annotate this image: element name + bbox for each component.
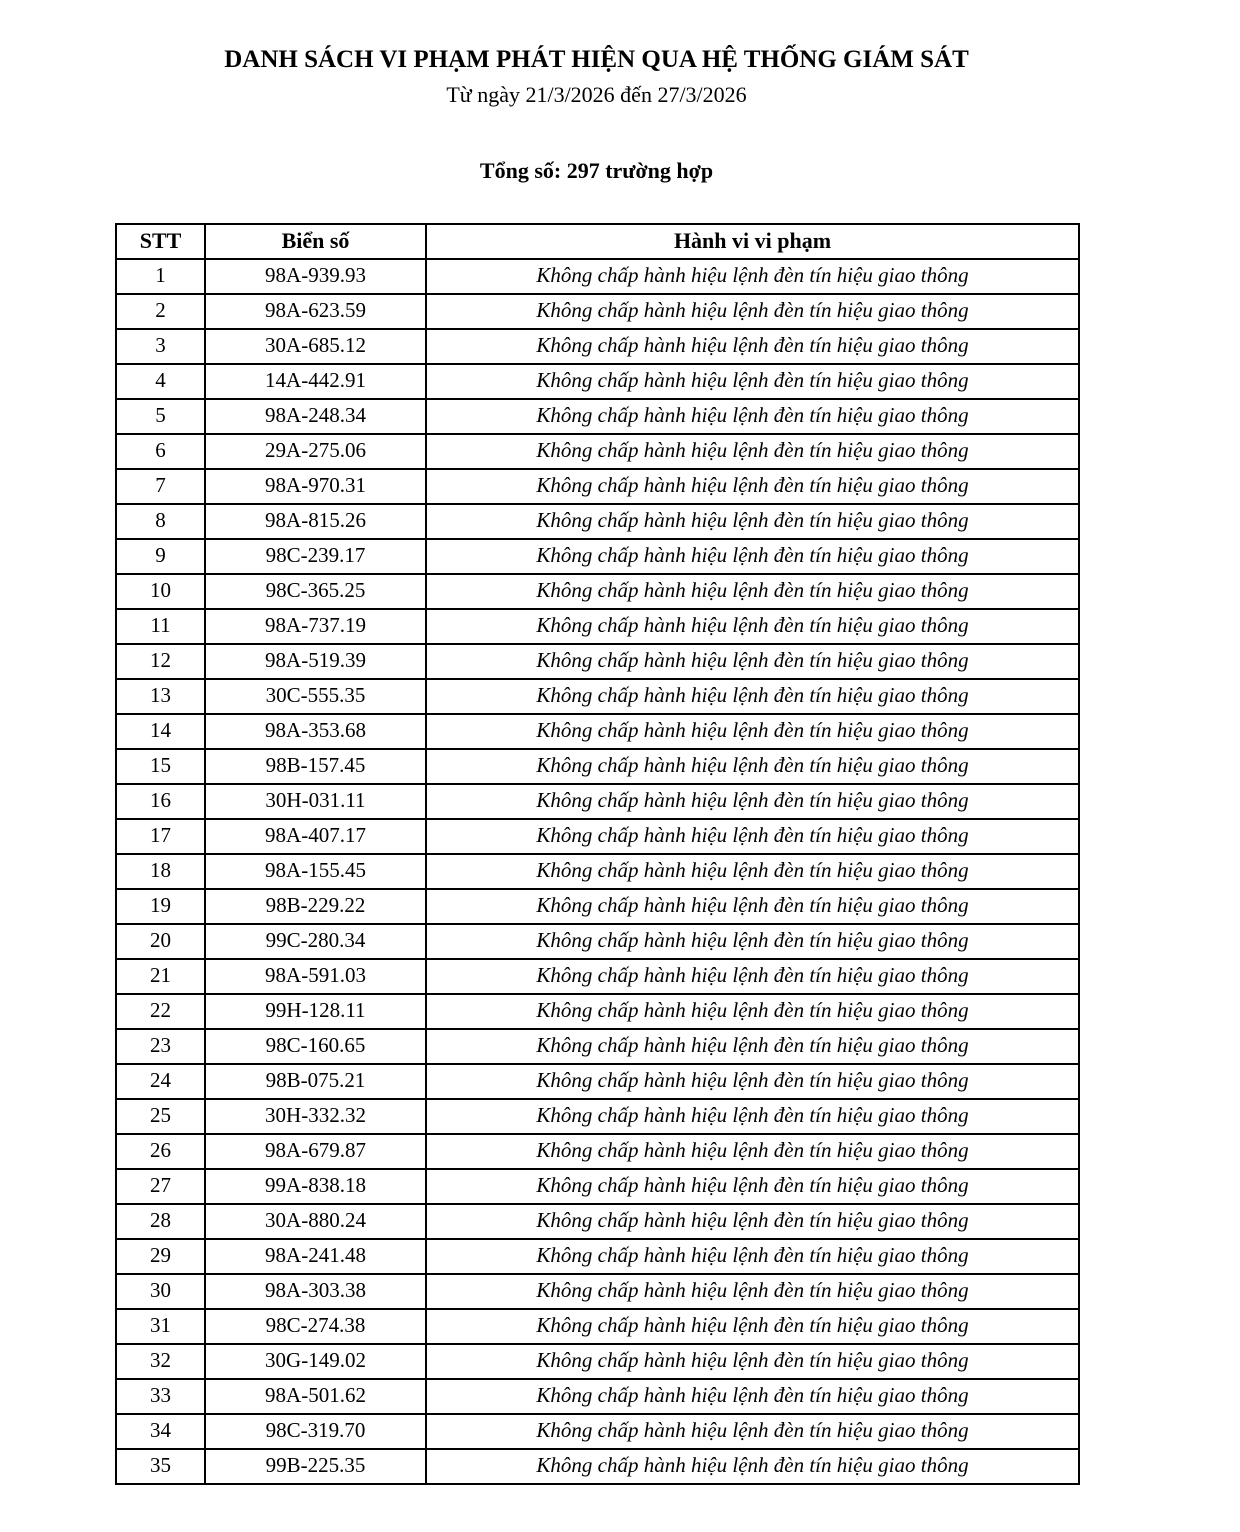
table-row xyxy=(116,1344,1079,1379)
plate-cell: 14A-442.91 xyxy=(205,364,426,399)
row-index-cell: 17 xyxy=(116,819,205,854)
plate-cell: 29A-275.06 xyxy=(205,434,426,469)
violation-cell: Không chấp hành hiệu lệnh đèn tín hiệu giao thông xyxy=(426,819,1079,854)
table-row xyxy=(116,1204,1079,1239)
row-index-cell: 27 xyxy=(116,1169,205,1204)
table-row xyxy=(116,889,1079,924)
violation-cell: Không chấp hành hiệu lệnh đèn tín hiệu giao thông xyxy=(426,854,1079,889)
row-index-cell: 32 xyxy=(116,1344,205,1379)
plate-cell: 98A-248.34 xyxy=(205,399,426,434)
violation-cell: Không chấp hành hiệu lệnh đèn tín hiệu giao thông xyxy=(426,1064,1079,1099)
column-header-plate: Biển số xyxy=(205,224,426,259)
violation-cell: Không chấp hành hiệu lệnh đèn tín hiệu giao thông xyxy=(426,714,1079,749)
row-index-cell: 35 xyxy=(116,1449,205,1484)
table-row xyxy=(116,1029,1079,1064)
violation-cell: Không chấp hành hiệu lệnh đèn tín hiệu giao thông xyxy=(426,679,1079,714)
row-index-cell: 14 xyxy=(116,714,205,749)
row-index-cell: 21 xyxy=(116,959,205,994)
violation-cell: Không chấp hành hiệu lệnh đèn tín hiệu giao thông xyxy=(426,1134,1079,1169)
violation-cell: Không chấp hành hiệu lệnh đèn tín hiệu giao thông xyxy=(426,644,1079,679)
plate-cell: 98C-160.65 xyxy=(205,1029,426,1064)
table-row xyxy=(116,994,1079,1029)
violation-cell: Không chấp hành hiệu lệnh đèn tín hiệu giao thông xyxy=(426,1309,1079,1344)
plate-cell: 98A-241.48 xyxy=(205,1239,426,1274)
plate-cell: 98A-501.62 xyxy=(205,1379,426,1414)
table-row xyxy=(116,1239,1079,1274)
violation-cell: Không chấp hành hiệu lệnh đèn tín hiệu giao thông xyxy=(426,1414,1079,1449)
plate-cell: 99H-128.11 xyxy=(205,994,426,1029)
row-index-cell: 2 xyxy=(116,294,205,329)
violation-cell: Không chấp hành hiệu lệnh đèn tín hiệu giao thông xyxy=(426,889,1079,924)
row-index-cell: 34 xyxy=(116,1414,205,1449)
violation-cell: Không chấp hành hiệu lệnh đèn tín hiệu giao thông xyxy=(426,1344,1079,1379)
table-row xyxy=(116,679,1079,714)
violation-cell: Không chấp hành hiệu lệnh đèn tín hiệu giao thông xyxy=(426,784,1079,819)
violation-cell: Không chấp hành hiệu lệnh đèn tín hiệu giao thông xyxy=(426,1379,1079,1414)
plate-cell: 98A-303.38 xyxy=(205,1274,426,1309)
row-index-cell: 28 xyxy=(116,1204,205,1239)
violation-cell: Không chấp hành hiệu lệnh đèn tín hiệu giao thông xyxy=(426,364,1079,399)
violation-cell: Không chấp hành hiệu lệnh đèn tín hiệu giao thông xyxy=(426,539,1079,574)
violation-cell: Không chấp hành hiệu lệnh đèn tín hiệu giao thông xyxy=(426,1029,1079,1064)
header-row xyxy=(116,224,1079,259)
row-index-cell: 10 xyxy=(116,574,205,609)
violation-cell: Không chấp hành hiệu lệnh đèn tín hiệu giao thông xyxy=(426,1169,1079,1204)
page-title: DANH SÁCH VI PHẠM PHÁT HIỆN QUA HỆ THỐNG GIÁM SÁT xyxy=(224,46,969,73)
table-row xyxy=(116,1134,1079,1169)
violation-cell: Không chấp hành hiệu lệnh đèn tín hiệu giao thông xyxy=(426,1099,1079,1134)
plate-cell: 98A-519.39 xyxy=(205,644,426,679)
row-index-cell: 26 xyxy=(116,1134,205,1169)
table-row xyxy=(116,854,1079,889)
violation-cell: Không chấp hành hiệu lệnh đèn tín hiệu giao thông xyxy=(426,749,1079,784)
table-row xyxy=(116,504,1079,539)
table-row xyxy=(116,399,1079,434)
plate-cell: 98A-970.31 xyxy=(205,469,426,504)
table-row xyxy=(116,924,1079,959)
violations-table xyxy=(115,223,1080,1485)
plate-cell: 98C-365.25 xyxy=(205,574,426,609)
table-row xyxy=(116,574,1079,609)
table-row xyxy=(116,1274,1079,1309)
plate-cell: 98A-623.59 xyxy=(205,294,426,329)
plate-cell: 98C-239.17 xyxy=(205,539,426,574)
row-index-cell: 30 xyxy=(116,1274,205,1309)
violation-cell: Không chấp hành hiệu lệnh đèn tín hiệu giao thông xyxy=(426,1274,1079,1309)
table-row xyxy=(116,1064,1079,1099)
row-index-cell: 7 xyxy=(116,469,205,504)
plate-cell: 98A-155.45 xyxy=(205,854,426,889)
row-index-cell: 8 xyxy=(116,504,205,539)
violation-cell: Không chấp hành hiệu lệnh đèn tín hiệu giao thông xyxy=(426,994,1079,1029)
violation-cell: Không chấp hành hiệu lệnh đèn tín hiệu giao thông xyxy=(426,434,1079,469)
table-row xyxy=(116,1309,1079,1344)
violation-cell: Không chấp hành hiệu lệnh đèn tín hiệu giao thông xyxy=(426,504,1079,539)
table-row xyxy=(116,259,1079,294)
row-index-cell: 20 xyxy=(116,924,205,959)
row-index-cell: 24 xyxy=(116,1064,205,1099)
row-index-cell: 33 xyxy=(116,1379,205,1414)
plate-cell: 98A-353.68 xyxy=(205,714,426,749)
table-row xyxy=(116,329,1079,364)
row-index-cell: 23 xyxy=(116,1029,205,1064)
plate-cell: 99B-225.35 xyxy=(205,1449,426,1484)
plate-cell: 98A-939.93 xyxy=(205,259,426,294)
plate-cell: 98C-319.70 xyxy=(205,1414,426,1449)
violation-cell: Không chấp hành hiệu lệnh đèn tín hiệu giao thông xyxy=(426,399,1079,434)
table-row xyxy=(116,434,1079,469)
table-row xyxy=(116,1099,1079,1134)
plate-cell: 98B-157.45 xyxy=(205,749,426,784)
row-index-cell: 13 xyxy=(116,679,205,714)
table-row xyxy=(116,294,1079,329)
row-index-cell: 3 xyxy=(116,329,205,364)
plate-cell: 98A-407.17 xyxy=(205,819,426,854)
date-range: Từ ngày 21/3/2026 đến 27/3/2026 xyxy=(446,81,747,107)
table-row xyxy=(116,609,1079,644)
violations-table-header xyxy=(116,224,1079,259)
total-cases: Tổng số: 297 trường hợp xyxy=(479,158,714,184)
row-index-cell: 12 xyxy=(116,644,205,679)
violation-cell: Không chấp hành hiệu lệnh đèn tín hiệu giao thông xyxy=(426,259,1079,294)
row-index-cell: 18 xyxy=(116,854,205,889)
row-index-cell: 9 xyxy=(116,539,205,574)
column-header-stt: STT xyxy=(116,224,205,259)
table-row xyxy=(116,1169,1079,1204)
plate-cell: 98B-229.22 xyxy=(205,889,426,924)
violation-cell: Không chấp hành hiệu lệnh đèn tín hiệu giao thông xyxy=(426,574,1079,609)
violation-cell: Không chấp hành hiệu lệnh đèn tín hiệu giao thông xyxy=(426,924,1079,959)
plate-cell: 30G-149.02 xyxy=(205,1344,426,1379)
plate-cell: 98A-737.19 xyxy=(205,609,426,644)
plate-cell: 30A-880.24 xyxy=(205,1204,426,1239)
violation-cell: Không chấp hành hiệu lệnh đèn tín hiệu giao thông xyxy=(426,1204,1079,1239)
table-row xyxy=(116,469,1079,504)
table-row xyxy=(116,1449,1079,1484)
violation-cell: Không chấp hành hiệu lệnh đèn tín hiệu giao thông xyxy=(426,1239,1079,1274)
table-row xyxy=(116,539,1079,574)
row-index-cell: 5 xyxy=(116,399,205,434)
column-header-violation: Hành vi vi phạm xyxy=(426,224,1079,259)
row-index-cell: 16 xyxy=(116,784,205,819)
row-index-cell: 19 xyxy=(116,889,205,924)
table-row xyxy=(116,1414,1079,1449)
violation-cell: Không chấp hành hiệu lệnh đèn tín hiệu giao thông xyxy=(426,609,1079,644)
plate-cell: 99C-280.34 xyxy=(205,924,426,959)
row-index-cell: 31 xyxy=(116,1309,205,1344)
table-row xyxy=(116,714,1079,749)
table-row xyxy=(116,1379,1079,1414)
row-index-cell: 6 xyxy=(116,434,205,469)
row-index-cell: 25 xyxy=(116,1099,205,1134)
plate-cell: 98C-274.38 xyxy=(205,1309,426,1344)
row-index-cell: 4 xyxy=(116,364,205,399)
row-index-cell: 1 xyxy=(116,259,205,294)
document-content xyxy=(115,0,1078,1485)
table-row xyxy=(116,364,1079,399)
violation-cell: Không chấp hành hiệu lệnh đèn tín hiệu giao thông xyxy=(426,959,1079,994)
table-row xyxy=(116,644,1079,679)
plate-cell: 30C-555.35 xyxy=(205,679,426,714)
table-row xyxy=(116,749,1079,784)
violations-table-body xyxy=(116,259,1079,1484)
violation-cell: Không chấp hành hiệu lệnh đèn tín hiệu giao thông xyxy=(426,469,1079,504)
plate-cell: 30H-031.11 xyxy=(205,784,426,819)
table-row xyxy=(116,819,1079,854)
plate-cell: 30H-332.32 xyxy=(205,1099,426,1134)
violation-cell: Không chấp hành hiệu lệnh đèn tín hiệu giao thông xyxy=(426,329,1079,364)
row-index-cell: 11 xyxy=(116,609,205,644)
plate-cell: 98A-679.87 xyxy=(205,1134,426,1169)
violation-cell: Không chấp hành hiệu lệnh đèn tín hiệu giao thông xyxy=(426,1449,1079,1484)
table-row xyxy=(116,784,1079,819)
plate-cell: 98A-591.03 xyxy=(205,959,426,994)
row-index-cell: 22 xyxy=(116,994,205,1029)
plate-cell: 30A-685.12 xyxy=(205,329,426,364)
table-row xyxy=(116,959,1079,994)
row-index-cell: 15 xyxy=(116,749,205,784)
plate-cell: 99A-838.18 xyxy=(205,1169,426,1204)
row-index-cell: 29 xyxy=(116,1239,205,1274)
plate-cell: 98A-815.26 xyxy=(205,504,426,539)
violation-cell: Không chấp hành hiệu lệnh đèn tín hiệu giao thông xyxy=(426,294,1079,329)
plate-cell: 98B-075.21 xyxy=(205,1064,426,1099)
